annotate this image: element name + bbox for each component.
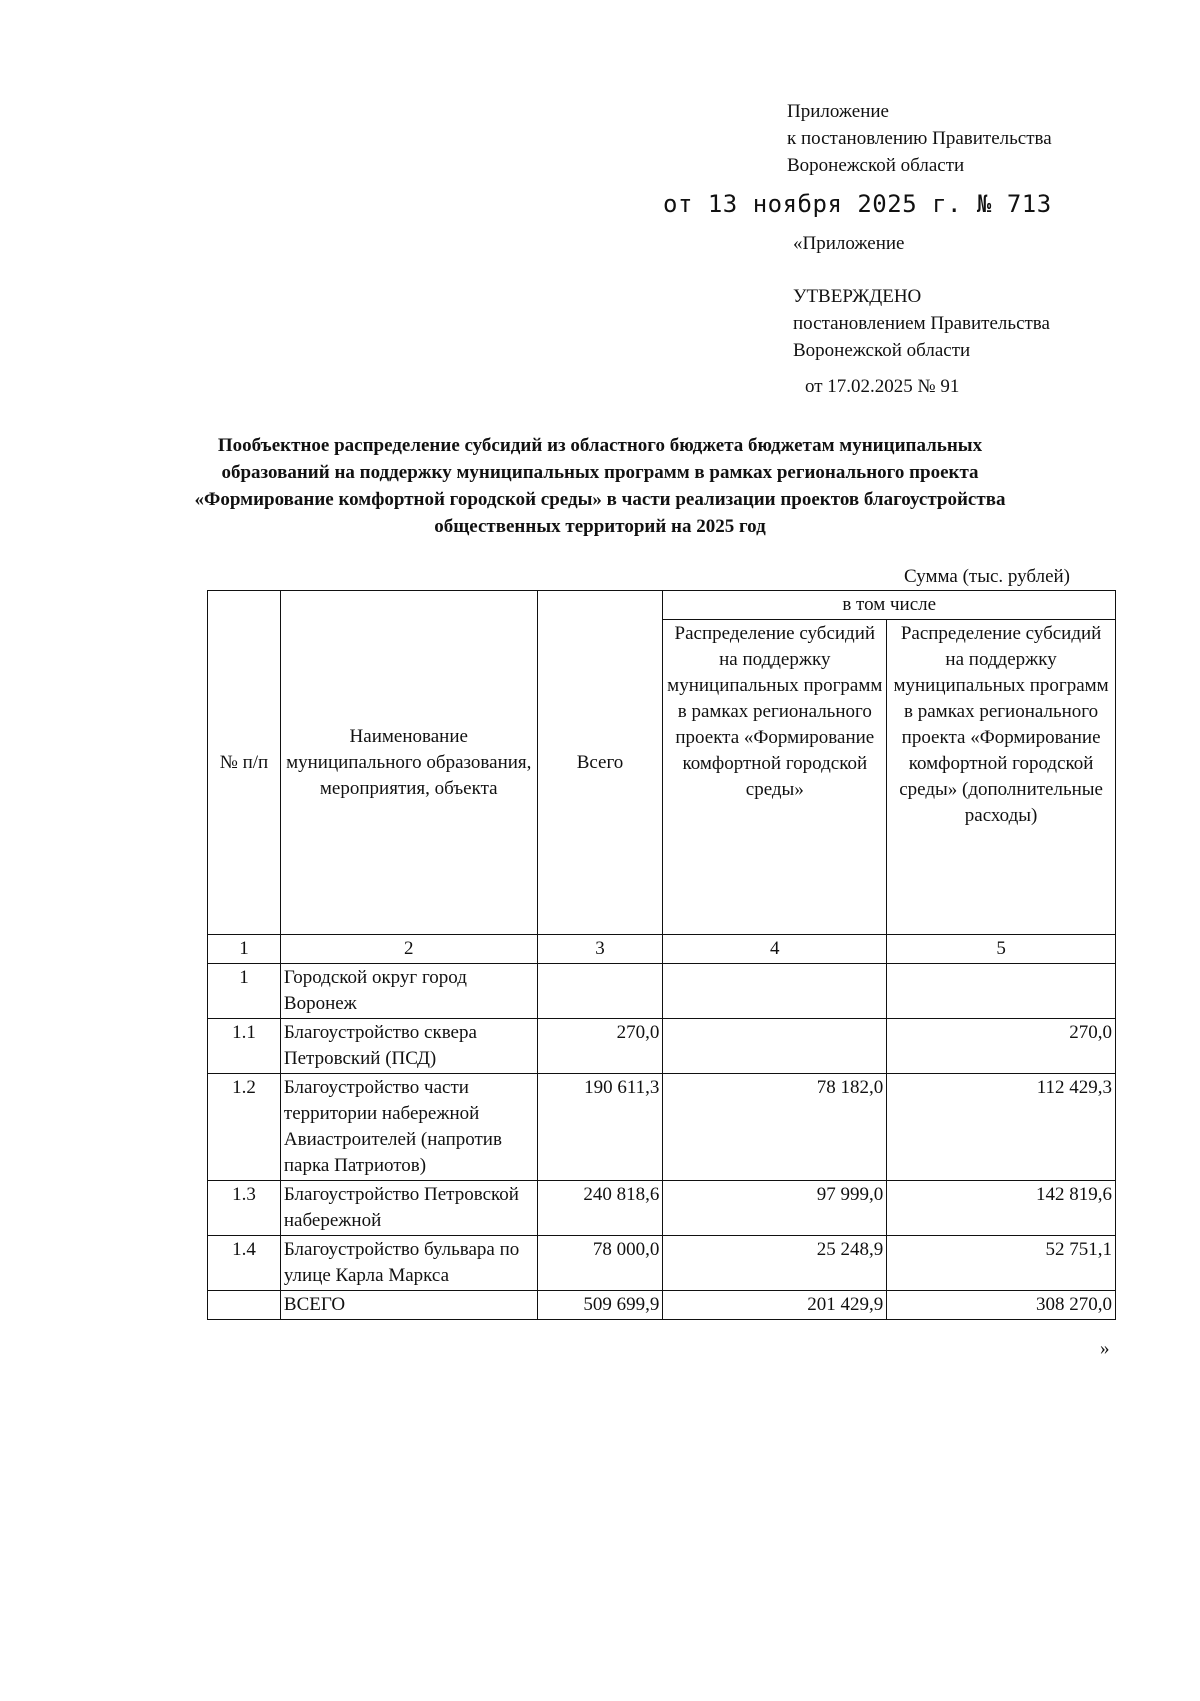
row-num: 1.3 bbox=[208, 1181, 281, 1236]
row-main: 78 182,0 bbox=[663, 1074, 887, 1181]
total-num bbox=[208, 1291, 281, 1320]
approved-appendix: «Приложение bbox=[793, 233, 905, 254]
header-extra: Распределение субсидий на поддержку муниципальных программ в рамках регионального проекта «Формирование комфортной городской среды» (дополнительные расходы) bbox=[887, 620, 1116, 935]
title-line-2: образований на поддержку муниципальных программ в рамках регионального проекта bbox=[221, 462, 979, 483]
approved-date: от 17.02.2025 № 91 bbox=[805, 376, 960, 397]
row-total: 270,0 bbox=[537, 1019, 663, 1074]
row-extra: 270,0 bbox=[887, 1019, 1116, 1074]
table-row bbox=[208, 1236, 1116, 1291]
row-extra: 142 819,6 bbox=[887, 1181, 1116, 1236]
row-name: Благоустройство бульвара по улице Карла Маркса bbox=[280, 1236, 537, 1291]
header-total: Всего bbox=[537, 591, 663, 935]
row-total bbox=[537, 964, 663, 1019]
column-number: 1 bbox=[208, 935, 281, 964]
row-extra: 52 751,1 bbox=[887, 1236, 1116, 1291]
approved-line-3: постановлением Правительства bbox=[793, 313, 1050, 334]
header-name: Наименование муниципального образования, мероприятия, объекта bbox=[280, 591, 537, 935]
total-name: ВСЕГО bbox=[280, 1291, 537, 1320]
appendix-line-1: Приложение bbox=[787, 101, 889, 122]
column-number-row bbox=[208, 935, 1116, 964]
header-main: Распределение субсидий на поддержку муниципальных программ в рамках регионального проекта «Формирование комфортной городской среды» bbox=[663, 620, 887, 935]
title-line-3: «Формирование комфортной городской среды» в части реализации проектов благоустройства bbox=[194, 489, 1006, 510]
row-total: 78 000,0 bbox=[537, 1236, 663, 1291]
total-row bbox=[208, 1291, 1116, 1320]
header-including: в том числе bbox=[663, 591, 1116, 620]
row-name: Благоустройство части территории набережной Авиастроителей (напротив парка Патриотов) bbox=[280, 1074, 537, 1181]
row-num: 1 bbox=[208, 964, 281, 1019]
column-number: 4 bbox=[663, 935, 887, 964]
appendix-line-3: Воронежской области bbox=[787, 155, 965, 176]
total-extra: 308 270,0 bbox=[887, 1291, 1116, 1320]
table-row bbox=[208, 1019, 1116, 1074]
header-row-1 bbox=[208, 591, 1116, 620]
closing-quote: » bbox=[1100, 1338, 1110, 1359]
row-name: Городской округ город Воронеж bbox=[280, 964, 537, 1019]
title-line-4: общественных территорий на 2025 год bbox=[434, 516, 766, 537]
total-total: 509 699,9 bbox=[537, 1291, 663, 1320]
row-extra bbox=[887, 964, 1116, 1019]
table-row bbox=[208, 964, 1116, 1019]
total-main: 201 429,9 bbox=[663, 1291, 887, 1320]
row-num: 1.1 bbox=[208, 1019, 281, 1074]
row-name: Благоустройство сквера Петровский (ПСД) bbox=[280, 1019, 537, 1074]
approved-line-4: Воронежской области bbox=[793, 340, 971, 361]
row-num: 1.4 bbox=[208, 1236, 281, 1291]
appendix-line-2: к постановлению Правительства bbox=[787, 128, 1052, 149]
column-number: 2 bbox=[280, 935, 537, 964]
row-total: 240 818,6 bbox=[537, 1181, 663, 1236]
table-row bbox=[208, 1074, 1116, 1181]
approved-block bbox=[793, 230, 1050, 364]
table-row bbox=[208, 1181, 1116, 1236]
appendix-header bbox=[787, 98, 1052, 179]
title-line-1: Пообъектное распределение субсидий из областного бюджета бюджетам муниципальных bbox=[217, 435, 983, 456]
row-main bbox=[663, 1019, 887, 1074]
row-main: 97 999,0 bbox=[663, 1181, 887, 1236]
column-number: 3 bbox=[537, 935, 663, 964]
row-extra: 112 429,3 bbox=[887, 1074, 1116, 1181]
document-title bbox=[160, 432, 1040, 540]
decree-number: от 13 ноября 2025 г. № 713 bbox=[663, 190, 1052, 218]
units-label: Сумма (тыс. рублей) bbox=[904, 566, 1070, 587]
column-number: 5 bbox=[887, 935, 1116, 964]
row-num: 1.2 bbox=[208, 1074, 281, 1181]
row-total: 190 611,3 bbox=[537, 1074, 663, 1181]
row-name: Благоустройство Петровской набережной bbox=[280, 1181, 537, 1236]
subsidy-table bbox=[207, 590, 1116, 1320]
row-main bbox=[663, 964, 887, 1019]
header-num: № п/п bbox=[208, 591, 281, 935]
row-main: 25 248,9 bbox=[663, 1236, 887, 1291]
approved-title: УТВЕРЖДЕНО bbox=[793, 286, 922, 307]
